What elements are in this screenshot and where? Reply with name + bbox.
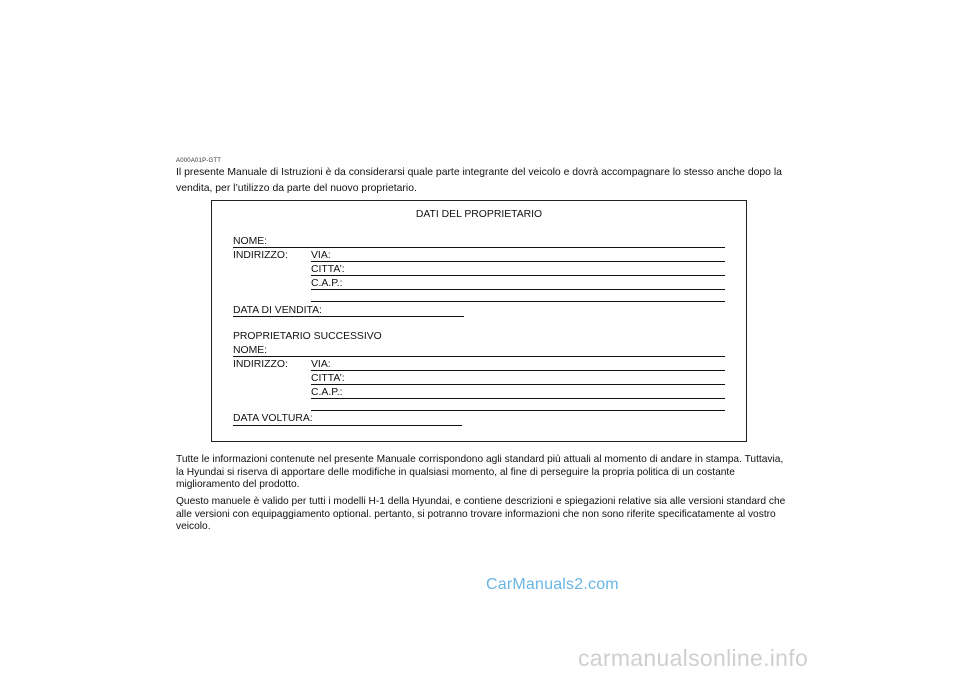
next-extra-address-line[interactable] xyxy=(311,410,725,411)
city-field-line[interactable] xyxy=(311,275,725,276)
name-label: NOME: xyxy=(233,236,268,247)
sale-date-field-line[interactable] xyxy=(233,316,464,317)
validity-paragraph: Questo manuele è valido per tutti i modelli H-1 della Hyundai, e contiene descrizioni e spiegazioni relative sia alle versioni standard che alle versioni con equipaggiamento optional. pertanto, si potranno trovare informazioni che non sono riferite specificatamente al vostro veicolo. xyxy=(176,496,786,532)
info-paragraph: Tutte le informazioni contenute nel presente Manuale corrispondono agli standard più attuali al momento di andare in stampa. Tuttavia, la Hyundai si riserva di apportare delle modifiche in qualsiasi momento, al fine di perseguire la propria politica di un costante miglioramento del prodotto. xyxy=(176,454,784,490)
watermark-carmanuals2: CarManuals2.com xyxy=(486,576,619,593)
zip-label: C.A.P.: xyxy=(311,278,343,289)
next-zip-field-line[interactable] xyxy=(311,398,725,399)
next-name-label: NOME: xyxy=(233,345,268,356)
next-city-label: CITTA’: xyxy=(311,373,345,384)
transfer-date-label: DATA VOLTURA: xyxy=(233,413,313,424)
city-label: CITTA’: xyxy=(311,264,345,275)
next-zip-label: C.A.P.: xyxy=(311,387,343,398)
next-name-field-line[interactable] xyxy=(233,356,725,357)
transfer-date-field-line[interactable] xyxy=(233,425,462,426)
next-address-label: INDIRIZZO: xyxy=(233,359,288,370)
sale-date-label: DATA DI VENDITA: xyxy=(233,305,322,316)
watermark-carmanualsonline: carmanualsonline.info xyxy=(578,645,809,671)
owner-data-form xyxy=(211,200,747,442)
next-city-field-line[interactable] xyxy=(311,384,725,385)
form-title: DATI DEL PROPRIETARIO xyxy=(415,209,543,220)
name-field-line[interactable] xyxy=(233,247,725,248)
street-field-line[interactable] xyxy=(311,261,725,262)
next-street-field-line[interactable] xyxy=(311,370,725,371)
extra-address-line[interactable] xyxy=(311,301,725,302)
section-code: A000A01P-GTT xyxy=(176,158,222,164)
intro-text: Il presente Manuale di Istruzioni è da considerarsi quale parte integrante del veicolo e dovrà accompagnare lo stesso anche dopo la vendita, per l’utilizzo da parte del nuovo proprietario. xyxy=(176,167,782,194)
next-street-label: VIA: xyxy=(311,359,331,370)
address-label: INDIRIZZO: xyxy=(233,250,288,261)
next-owner-heading: PROPRIETARIO SUCCESSIVO xyxy=(233,331,382,342)
zip-field-line[interactable] xyxy=(311,289,725,290)
street-label: VIA: xyxy=(311,250,331,261)
